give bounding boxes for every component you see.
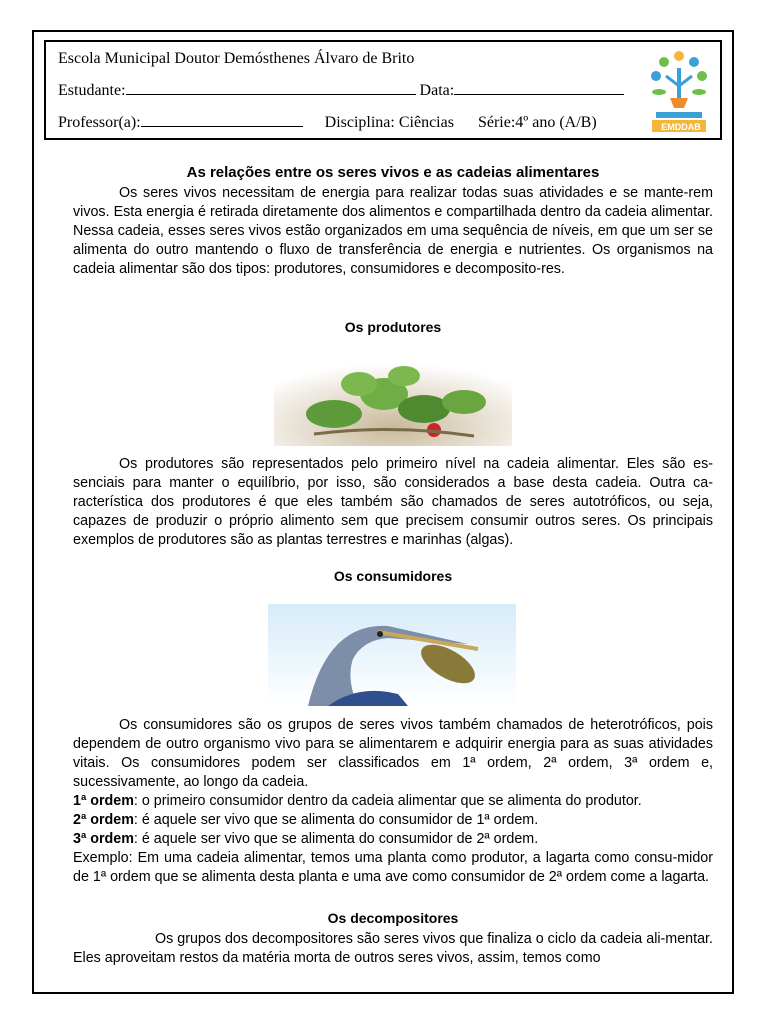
decomposers-heading: Os decompositores	[327, 910, 459, 926]
order-1-text: : o primeiro consumidor dentro da cadeia alimentar que se alimenta do produtor.	[133, 793, 642, 809]
header-box	[44, 40, 722, 140]
order-1-label: 1ª ordem	[73, 793, 134, 809]
order-3-text: : é aquele ser vivo que se alimenta do consumidor de 2ª ordem.	[133, 831, 539, 847]
date-field[interactable]	[454, 80, 624, 95]
producers-image	[274, 354, 512, 446]
consumers-section	[73, 716, 713, 887]
decomposers-section	[73, 930, 713, 968]
order-3-label: 3ª ordem	[73, 831, 134, 847]
intro-paragraph: Os seres vivos necessitam de energia para realizar todas suas atividades e se mante-rem vivos. Esta energia é retirada diretamente dos alimentos e compartilhada dentro da cadeia alimentar. Nessa cadeia, esses seres vivos estão organizados em uma sequência de níveis, em que um ser se alimenta do outro mantendo o fluxo de transferência de energia e nutrientes. Os organismos na cadeia alimentar são dos tipos: produtores, consumidores e decomposito-res.	[73, 185, 713, 277]
order-2	[73, 811, 713, 830]
student-field[interactable]	[126, 80, 416, 95]
logo-text: EMDDAB	[661, 122, 701, 132]
teacher-label: Professor(a):	[58, 114, 141, 131]
producers-heading: Os produtores	[344, 319, 442, 335]
consumers-image	[268, 604, 516, 706]
student-date-line	[58, 80, 624, 100]
student-label: Estudante:	[58, 82, 126, 99]
page-title: As relações entre os seres vivos e as cadeias alimentares	[186, 164, 600, 181]
teacher-line	[58, 112, 597, 132]
order-1	[73, 792, 713, 811]
teacher-field[interactable]	[141, 112, 303, 127]
order-2-label: 2ª ordem	[73, 812, 134, 828]
consumers-heading: Os consumidores	[333, 568, 453, 584]
decomposers-paragraph: Os grupos dos decompositores são seres vivos que finaliza o ciclo da cadeia ali-mentar. Eles aproveitam restos da matéria morta de outros seres vivos, assim, temos como	[73, 931, 713, 966]
grade-label: Série:4º ano (A/B)	[477, 114, 597, 131]
producers-section	[73, 455, 713, 550]
discipline-label: Disciplina: Ciências	[324, 114, 454, 131]
consumers-paragraph: Os consumidores são os grupos de seres vivos também chamados de heterotróficos, pois dependem de outro organismo vivo para se alimentarem e adquirir energia para as suas atividades vitais. Os consumidores podem ser classificados em 1ª ordem, 2ª ordem, 3ª ordem e, sucessivamente, ao longo da cadeia.	[73, 717, 713, 790]
school-name: Escola Municipal Doutor Demósthenes Álvaro de Brito	[58, 50, 415, 67]
order-3	[73, 830, 713, 849]
date-label: Data:	[419, 82, 455, 99]
producers-paragraph: Os produtores são representados pelo primeiro nível na cadeia alimentar. Eles são es-senciais para manter o equilíbrio, por isso, são considerados a base desta cadeia. Outra ca-racterística dos produtores é que eles também são chamados de seres autotróficos, ou seja, capazes de produzir o próprio alimento sem que precisem consumir outros seres. Os principais exemplos de produtores são as plantas terrestres e marinhas (algas).	[73, 456, 713, 548]
order-2-text: : é aquele ser vivo que se alimenta do consumidor de 1ª ordem.	[133, 812, 539, 828]
example-paragraph: Exemplo: Em uma cadeia alimentar, temos uma planta como produtor, a lagarta como consu-midor de 1ª ordem que se alimenta desta planta e uma ave como consumidor de 2ª ordem come a lagarta.	[73, 850, 713, 885]
intro-section	[73, 184, 713, 279]
